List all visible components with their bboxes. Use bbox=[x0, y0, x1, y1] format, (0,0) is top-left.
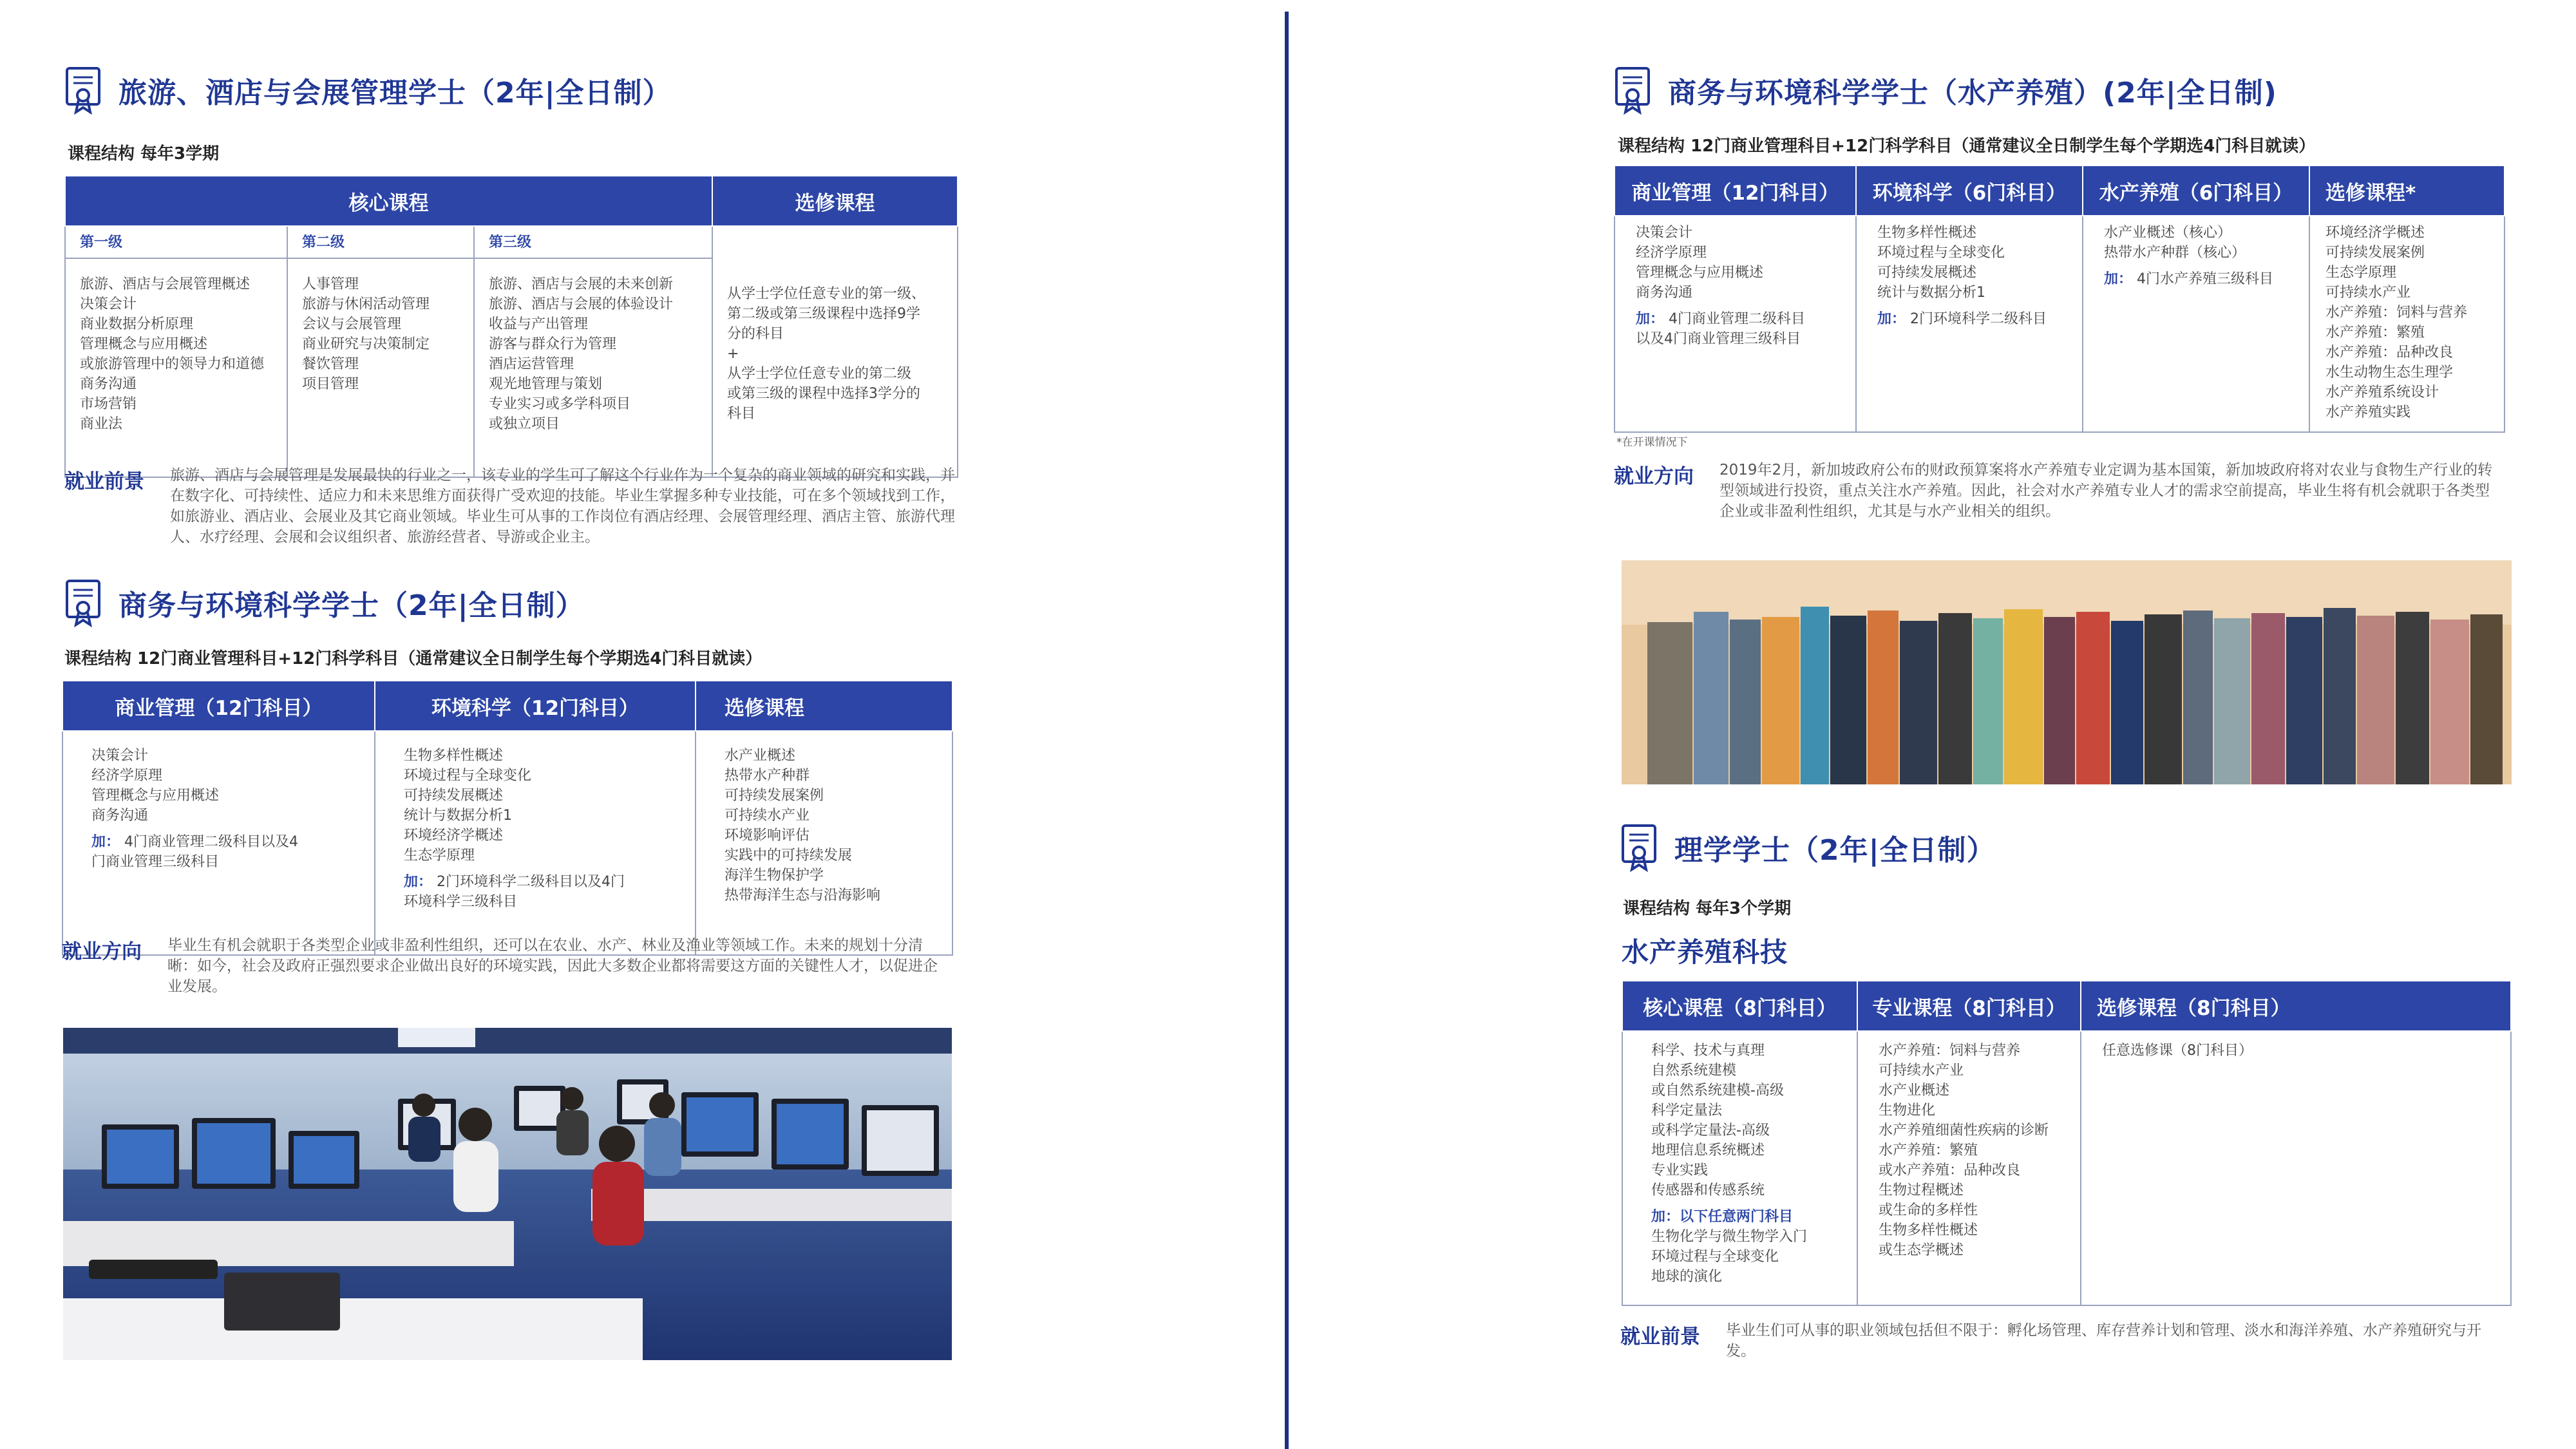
add-label: 加： bbox=[404, 874, 433, 890]
section-title-text: 商务与环境科学学士（水产养殖）(2年|全日制) bbox=[1668, 77, 2277, 109]
business-management-courses bbox=[62, 731, 375, 955]
list-item: 可持续水产业 bbox=[724, 808, 810, 824]
list-item: 管理概念与应用概述 bbox=[1636, 265, 1764, 281]
list-item: 海洋生物保护学 bbox=[724, 867, 824, 884]
list-item: 餐饮管理 bbox=[302, 356, 359, 372]
aquaculture-courses bbox=[2083, 216, 2309, 432]
list-item: 会议与会展管理 bbox=[302, 316, 402, 332]
list-item: 项目管理 bbox=[302, 376, 359, 392]
certificate-icon bbox=[1620, 823, 1658, 872]
business-management-header: 商业管理（12门科目） bbox=[1615, 166, 1856, 216]
certificate-icon bbox=[64, 66, 102, 115]
course-structure: 课程结构 每年3个学期 bbox=[1623, 899, 1792, 918]
add-text: 2门环境科学二级科目 bbox=[1910, 311, 2047, 327]
list-item: 生物多样性概述 bbox=[1879, 1222, 1978, 1238]
list-item: 从学士学位任意专业的第二级 bbox=[727, 365, 912, 382]
list-item: 人事管理 bbox=[302, 276, 359, 292]
list-item: 传感器和传感系统 bbox=[1651, 1182, 1765, 1198]
core-course-header: 核心课程 bbox=[65, 176, 712, 226]
specialized-courses bbox=[1857, 1031, 2081, 1305]
level-3-courses bbox=[474, 258, 712, 477]
classroom-photo bbox=[63, 1028, 952, 1360]
core-course-header: 核心课程（8门科目） bbox=[1622, 981, 1857, 1031]
certificate-icon bbox=[64, 578, 102, 627]
list-item: 热带海洋生态与沿海影响 bbox=[724, 887, 881, 904]
list-item: 商务沟通 bbox=[91, 808, 149, 824]
list-item: 旅游、酒店与会展的体验设计 bbox=[489, 296, 674, 312]
elective-list bbox=[727, 284, 945, 424]
right-page bbox=[1294, 0, 2576, 1449]
list-item: 经济学原理 bbox=[91, 768, 163, 784]
list-item: 生物多样性概述 bbox=[404, 748, 504, 764]
list-item: 水产业概述（核心） bbox=[2104, 225, 2232, 241]
add-text: 环境过程与全球变化 bbox=[1651, 1249, 1779, 1265]
footnote: *在开课情况下 bbox=[1616, 436, 1688, 449]
career-prospects-tourism bbox=[64, 465, 957, 547]
list-item: 环境过程与全球变化 bbox=[404, 768, 532, 784]
elective-course-header: 选修课程 bbox=[712, 176, 958, 226]
list-item: + bbox=[727, 345, 739, 362]
list-item: 实践中的可持续发展 bbox=[724, 848, 853, 864]
list-item: 游客与群众行为管理 bbox=[489, 336, 617, 352]
list-item: 专业实践 bbox=[1651, 1162, 1709, 1179]
list-item: 商务沟通 bbox=[80, 376, 137, 392]
list-item: 水产养殖：繁殖 bbox=[2325, 325, 2425, 341]
list-item: 可持续发展概述 bbox=[1877, 265, 1977, 281]
list-item: 或水产养殖：品种改良 bbox=[1879, 1162, 2021, 1179]
list-item: 决策会计 bbox=[91, 748, 149, 764]
list-item: 或科学定量法-高级 bbox=[1651, 1122, 1770, 1139]
list-item: 水产养殖：饲料与营养 bbox=[1879, 1043, 2021, 1059]
career-direction-aquaculture bbox=[1614, 460, 2504, 522]
list-item: 水产养殖细菌性疾病的诊断 bbox=[1879, 1122, 2049, 1139]
environmental-science-courses bbox=[1856, 216, 2083, 432]
program-subtitle: 水产养殖科技 bbox=[1622, 936, 1788, 968]
list-item: 旅游、酒店与会展管理概述 bbox=[80, 276, 251, 292]
list-item: 或自然系统建模-高级 bbox=[1651, 1083, 1784, 1099]
level-1-courses bbox=[65, 258, 287, 477]
career-text: 毕业生们可从事的职业领域包括但不限于：孵化场管理、库存营养计划和管理、淡水和海洋养殖、水产养殖研究与开发。 bbox=[1726, 1322, 2481, 1359]
elective-courses bbox=[2081, 1031, 2511, 1305]
list-item: 或独立项目 bbox=[489, 416, 560, 432]
add-text: 4门水产养殖三级科目 bbox=[2137, 271, 2274, 287]
list-item: 水产养殖：品种改良 bbox=[2325, 345, 2454, 361]
environmental-science-header: 环境科学（6门科目） bbox=[1856, 166, 2083, 216]
add-label: 加： bbox=[1877, 311, 1906, 327]
list-item: 商业数据分析原理 bbox=[80, 316, 194, 332]
list-item: 旅游与休闲活动管理 bbox=[302, 296, 430, 312]
list-item: 酒店运营管理 bbox=[489, 356, 574, 372]
elective-cell bbox=[712, 226, 958, 477]
section-title-text: 理学学士（2年|全日制） bbox=[1674, 834, 1996, 867]
list-item: 水产养殖实践 bbox=[2325, 404, 2411, 421]
section-title-text: 旅游、酒店与会展管理学士（2年|全日制） bbox=[118, 77, 672, 109]
books-photo bbox=[1622, 560, 2512, 784]
add-text: 环境科学三级科目 bbox=[404, 894, 518, 910]
list-item: 分的科目 bbox=[727, 325, 784, 342]
list-item: 统计与数据分析1 bbox=[1877, 285, 1985, 301]
aquaculture-header: 水产养殖（6门科目） bbox=[2083, 166, 2309, 216]
list-item: 自然系统建模 bbox=[1651, 1063, 1737, 1079]
section-title-tourism bbox=[64, 66, 672, 115]
list-item: 收益与产出管理 bbox=[489, 316, 589, 332]
left-page bbox=[0, 0, 1282, 1449]
add-label: 加： bbox=[1636, 311, 1665, 327]
list-item: 商业法 bbox=[80, 416, 123, 432]
add-text: 2门环境科学二级科目以及4门 bbox=[437, 874, 625, 890]
list-item: 生物多样性概述 bbox=[1877, 225, 1977, 241]
career-text: 旅游、酒店与会展管理是发展最快的行业之一，该专业的学生可了解这个行业作为一个复杂的商业领域的研究和实践，并在数字化、可持续性、适应力和未来思维方面获得广受欢迎的技能。毕业生掌握多种专业技能，可在多个领域找到工作，如旅游业、酒店业、会展业及其它商业领域。毕业生可从事的工作岗位有酒店经理、会展管理经理、酒店主管、旅游代理人、水疗经理、会展和会议组织者、旅游经营者、导游或企业主。 bbox=[170, 467, 955, 545]
add-label: 加： bbox=[2104, 271, 2133, 287]
list-item: 地理信息系统概述 bbox=[1651, 1142, 1765, 1159]
course-table-bachelor-science bbox=[1622, 980, 2512, 1306]
list-item: 或旅游管理中的领导力和道德 bbox=[80, 356, 265, 372]
list-item: 可持续发展概述 bbox=[404, 788, 504, 804]
list-item: 或生命的多样性 bbox=[1879, 1202, 1978, 1218]
list-item: 从学士学位任意专业的第一级、 bbox=[727, 285, 926, 302]
environmental-science-header: 环境科学（12门科目） bbox=[375, 681, 696, 731]
business-management-header: 商业管理（12门科目） bbox=[62, 681, 375, 731]
list-item: 市场营销 bbox=[80, 396, 137, 412]
additional-requirement bbox=[91, 832, 363, 872]
page-divider bbox=[1285, 12, 1289, 1449]
classroom-illustration bbox=[63, 1028, 952, 1360]
level-2-courses bbox=[287, 258, 474, 477]
list-item: 环境影响评估 bbox=[724, 828, 810, 844]
section-title-business-env bbox=[64, 578, 585, 627]
course-structure: 课程结构 12门商业管理科目+12门科学科目（通常建议全日制学生每个学期选4门科目就读） bbox=[64, 649, 762, 668]
section-title-aquaculture bbox=[1614, 66, 2277, 115]
list-item: 可持续发展案例 bbox=[2325, 245, 2425, 261]
list-item: 热带水产种群 bbox=[724, 768, 810, 784]
list-item: 统计与数据分析1 bbox=[404, 808, 512, 824]
core-courses bbox=[1622, 1031, 1857, 1305]
list-item: 科学定量法 bbox=[1651, 1103, 1723, 1119]
add-label: 加：以下任意两门科目 bbox=[1651, 1209, 1794, 1225]
list-item: 生态学原理 bbox=[2325, 265, 2397, 281]
add-text: 生物化学与微生物学入门 bbox=[1651, 1229, 1808, 1245]
certificate-icon bbox=[1614, 66, 1651, 115]
list-item: 管理概念与应用概述 bbox=[91, 788, 220, 804]
elective-course-header: 选修课程（8门科目） bbox=[2081, 981, 2511, 1031]
additional-requirement bbox=[1636, 309, 1844, 349]
level-1-label: 第一级 bbox=[65, 226, 287, 258]
level-3-label: 第三级 bbox=[474, 226, 712, 258]
list-item: 可持续发展案例 bbox=[724, 788, 824, 804]
list-item: 水产养殖：饲料与营养 bbox=[2325, 305, 2468, 321]
list-item: 可持续水产业 bbox=[1879, 1063, 1964, 1079]
list-item: 环境过程与全球变化 bbox=[1877, 245, 2005, 261]
additional-requirement bbox=[2104, 269, 2297, 289]
list-item: 决策会计 bbox=[1636, 225, 1693, 241]
additional-requirement bbox=[1651, 1207, 1845, 1287]
list-item: 第二级或第三级课程中选择9学 bbox=[727, 305, 921, 322]
course-structure: 课程结构 12门商业管理科目+12门科学科目（通常建议全日制学生每个学期选4门科目就读） bbox=[1618, 137, 2316, 156]
add-text: 4门商业管理二级科目 bbox=[1669, 311, 1806, 327]
list-item: 任意选修课（8门科目） bbox=[2102, 1043, 2253, 1059]
list-item: 科学、技术与真理 bbox=[1651, 1043, 1765, 1059]
course-table-business-env bbox=[62, 680, 953, 956]
career-label: 就业方向 bbox=[1614, 465, 1694, 488]
career-direction-business-env bbox=[62, 935, 952, 997]
career-text: 毕业生有机会就职于各类型企业或非盈利性组织，还可以在农业、水产、林业及渔业等领域工作。未来的规划十分清晰：如今，社会及政府正强烈要求企业做出良好的环境实践，因此大多数企业都将需要这方面的关键性人才，以促进企业发展。 bbox=[167, 937, 938, 995]
list-item: 水产业概述 bbox=[1879, 1083, 1950, 1099]
list-item: 环境经济学概述 bbox=[404, 828, 504, 844]
list-item: 专业实习或多学科项目 bbox=[489, 396, 631, 412]
career-label: 就业前景 bbox=[1620, 1325, 1700, 1349]
environmental-science-courses bbox=[375, 731, 696, 955]
add-text: 门商业管理三级科目 bbox=[91, 854, 220, 870]
list-item: 水产业概述 bbox=[724, 748, 796, 764]
course-structure: 课程结构 每年3学期 bbox=[68, 144, 220, 164]
list-item: 生物过程概述 bbox=[1879, 1182, 1964, 1198]
career-label: 就业方向 bbox=[62, 940, 142, 963]
list-item: 旅游、酒店与会展的未来创新 bbox=[489, 276, 674, 292]
career-label: 就业前景 bbox=[64, 470, 144, 493]
course-table-aquaculture bbox=[1614, 165, 2505, 433]
elective-courses bbox=[2309, 216, 2505, 432]
list-item: 或生态学概述 bbox=[1879, 1242, 1964, 1258]
list-item: 生态学原理 bbox=[404, 848, 475, 864]
additional-requirement bbox=[1877, 309, 2070, 329]
list-item: 水生动物生态生理学 bbox=[2325, 365, 2454, 381]
elective-course-header: 选修课程 bbox=[696, 681, 952, 731]
books-illustration bbox=[1622, 560, 2512, 784]
list-item: 水产养殖系统设计 bbox=[2325, 384, 2439, 401]
add-text: 以及4门商业管理三级科目 bbox=[1636, 331, 1801, 347]
course-table-tourism bbox=[64, 175, 958, 478]
section-title-text: 商务与环境科学学士（2年|全日制） bbox=[118, 589, 585, 622]
career-prospects-bachelor-science bbox=[1620, 1320, 2509, 1361]
list-item: 环境经济学概述 bbox=[2325, 225, 2425, 241]
specialized-course-header: 专业课程（8门科目） bbox=[1857, 981, 2081, 1031]
add-text: 地球的演化 bbox=[1651, 1269, 1723, 1285]
list-item: 经济学原理 bbox=[1636, 245, 1707, 261]
list-item: 观光地管理与策划 bbox=[489, 376, 603, 392]
career-text: 2019年2月，新加坡政府公布的财政预算案将水产养殖专业定调为基本国策，新加坡政府将对农业与食物生产行业的转型领域进行投资，重点关注水产养殖。因此，社会对水产养殖专业人才的需求空前提高，毕业生将有机会就职于各类型企业或非盈利性组织，尤其是与水产业相关的组织。 bbox=[1719, 462, 2493, 520]
list-item: 或第三级的课程中选择3学分的 bbox=[727, 385, 921, 402]
list-item: 生物进化 bbox=[1879, 1103, 1936, 1119]
additional-requirement bbox=[404, 872, 683, 912]
elective-courses bbox=[696, 731, 952, 955]
add-label: 加： bbox=[91, 834, 120, 850]
list-item: 可持续水产业 bbox=[2325, 285, 2411, 301]
level-2-label: 第二级 bbox=[287, 226, 474, 258]
list-item: 科目 bbox=[727, 405, 756, 422]
list-item: 管理概念与应用概述 bbox=[80, 336, 208, 352]
list-item: 水产养殖：繁殖 bbox=[1879, 1142, 1978, 1159]
list-item: 决策会计 bbox=[80, 296, 137, 312]
business-management-courses bbox=[1615, 216, 1856, 432]
section-title-bachelor-science bbox=[1620, 823, 1996, 872]
list-item: 热带水产种群（核心） bbox=[2104, 245, 2246, 261]
list-item: 商业研究与决策制定 bbox=[302, 336, 430, 352]
list-item: 商务沟通 bbox=[1636, 285, 1693, 301]
elective-course-header: 选修课程* bbox=[2309, 166, 2505, 216]
add-text: 4门商业管理二级科目以及4 bbox=[124, 834, 299, 850]
